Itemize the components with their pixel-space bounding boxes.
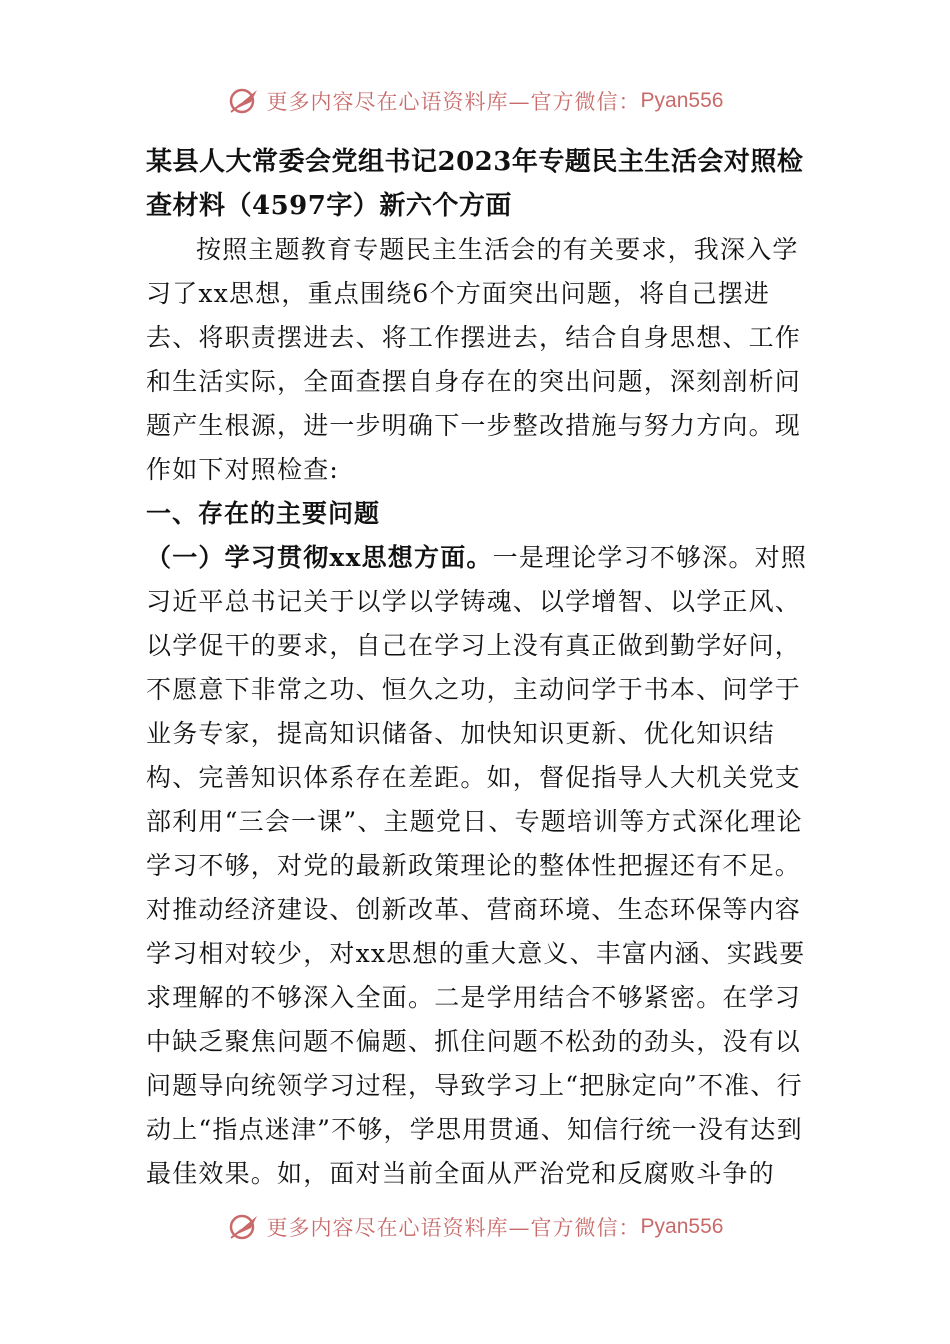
subsection-body: 一是理论学习不够深。对照习近平总书记关于以学以学铸魂、以学增智、以学正风、以学促干的要求，自己在学习上没有真正做到勤学好问，不愿意下非常之功、恒久之功，主动问学于书本、问学于业务专家，提高知识储备、加快知识更新、优化知识结构、完善知识体系存在差距。如，督促指导人大机关党支部利用“三会一课”、主题党日、专题培训等方式深化理论学习不够，对党的最新政策理论的整体性把握还有不足。对推动经济建设、创新改革、营商环境、生态环保等内容学习相对较少，对xx思想的重大意义、丰富内涵、实践要求理解的不够深入全面。二是学用结合不够紧密。在学习中缺乏聚焦问题不偏题、抓住问题不松劲的劲头，没有以问题导向统领学习过程，导致学习上“把脉定向”不准、行动上“指点迷津”不够，学思用贯通、知信行统一没有达到最佳效果。如，面对当前全面从严治党和反腐败斗争的 — [146, 543, 808, 1188]
watermark-text: 更多内容尽在心语资料库—官方微信： — [266, 90, 641, 114]
watermark-footer — [0, 1212, 950, 1242]
feather-logo-icon — [227, 86, 261, 116]
intro-paragraph: 按照主题教育专题民主生活会的有关要求，我深入学习了xx思想，重点围绕6个方面突出问题，将自己摆进去、将职责摆进去、将工作摆进去，结合自身思想、工作和生活实际，全面查摆自身存在的突出问题，深刻剖析问题产生根源，进一步明确下一步整改措施与努力方向。现作如下对照检查: — [146, 235, 802, 484]
document-title: 某县人大常委会党组书记2023年专题民主生活会对照检查材料（4597字）新六个方面 — [146, 147, 804, 221]
feather-logo-icon — [227, 1212, 261, 1242]
subsection-paragraph — [146, 536, 811, 1196]
subsection-heading: （一）学习贯彻xx思想方面。 — [146, 543, 493, 572]
watermark-handle: Pyan556 — [640, 1215, 724, 1238]
section-heading: 一、存在的主要问题 — [146, 499, 381, 528]
document-body — [146, 140, 811, 1196]
watermark-text: 更多内容尽在心语资料库—官方微信： — [266, 1216, 641, 1240]
watermark-header — [0, 86, 950, 116]
watermark-handle: Pyan556 — [640, 89, 724, 112]
